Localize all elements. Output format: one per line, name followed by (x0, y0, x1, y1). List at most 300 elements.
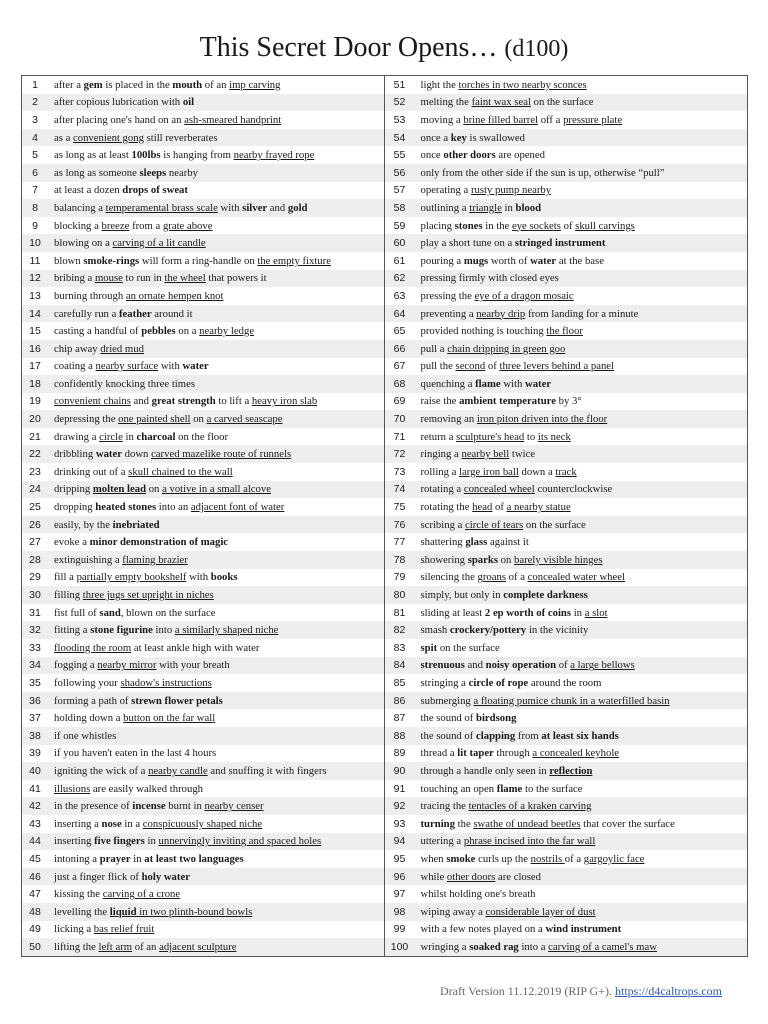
row-text-segment: once a (420, 131, 451, 144)
row-text-segment: on the floor (175, 430, 229, 443)
row-text-segment: breeze (101, 219, 130, 232)
row-text-segment: blocking a (54, 219, 102, 232)
row-text-segment: temperamental brass scale (105, 201, 218, 214)
row-text-segment: around the room (528, 676, 602, 689)
row-text-segment: stringed instrument (514, 237, 606, 250)
table-row (385, 569, 748, 587)
table-row (385, 727, 748, 745)
row-number: 41 (29, 782, 41, 795)
table-row (22, 921, 384, 939)
row-number: 32 (29, 624, 41, 637)
row-text-segment: at least ankle high with water (131, 641, 260, 654)
row-number: 66 (393, 342, 406, 355)
row-number: 96 (393, 870, 406, 883)
row-text-segment: and snuffing it with fingers (207, 764, 327, 777)
table-row (385, 146, 748, 164)
table-row (22, 76, 384, 94)
table-row (22, 199, 384, 217)
row-text-segment: in (122, 430, 137, 443)
table-row (22, 498, 384, 516)
row-number: 40 (29, 764, 41, 777)
row-number: 49 (29, 923, 41, 936)
row-text-segment: carving of a camel's maw (548, 940, 657, 953)
row-text-segment: silver (242, 201, 268, 214)
row-text-segment: imp carving (229, 78, 281, 91)
row-text (415, 167, 665, 179)
row-text-segment: if one whistles (54, 729, 117, 742)
row-number: 65 (393, 325, 406, 338)
row-number: 77 (393, 536, 406, 549)
table-row (385, 410, 748, 428)
row-text-segment: on the surface (530, 96, 594, 109)
table-row (385, 921, 748, 939)
row-text-segment: to run in (122, 272, 165, 285)
table-row (22, 393, 384, 411)
row-text-segment: sand (99, 606, 121, 619)
table-row (22, 604, 384, 622)
row-text (48, 923, 154, 935)
row-text-segment: five fingers (94, 835, 145, 848)
row-text-segment: while (420, 870, 447, 883)
row-text-segment: into a (518, 940, 549, 953)
row-number: 13 (29, 289, 41, 302)
table-row (22, 657, 384, 675)
row-number: 74 (393, 483, 406, 496)
row-text (415, 255, 604, 267)
row-text (415, 290, 574, 302)
table-row (385, 850, 748, 868)
row-text-segment: simply, but only in (420, 589, 504, 602)
row-text-segment: great strength (151, 395, 216, 408)
row-text (415, 272, 559, 284)
row-number: 8 (32, 201, 38, 214)
row-text-segment: preventing a (420, 307, 477, 320)
row-text-segment: melting the (420, 96, 472, 109)
row-text-segment: down (121, 448, 152, 461)
table-row (385, 129, 748, 147)
row-text-segment: prayer (99, 852, 131, 865)
row-text-segment: flame (496, 782, 523, 795)
row-text-segment: counterclockwise (534, 483, 613, 496)
row-text-segment: sculpture's head (456, 430, 525, 443)
table-row (22, 463, 384, 481)
row-number: 78 (393, 553, 406, 566)
row-number: 12 (29, 272, 41, 285)
row-text (48, 255, 331, 267)
row-text-segment: in the (482, 219, 512, 232)
row-number: 29 (29, 571, 41, 584)
row-text (48, 835, 321, 847)
row-text-segment: of (556, 659, 571, 672)
table-row (385, 657, 748, 675)
row-text (415, 624, 589, 636)
row-text-segment: ringing a (420, 448, 462, 461)
row-text-segment: nose (101, 817, 122, 830)
row-text-segment: convenient chains (54, 395, 131, 408)
row-text (415, 730, 619, 742)
row-text (415, 571, 626, 583)
row-text-segment: dripping (54, 483, 93, 496)
row-text-segment: one painted shell (118, 413, 191, 426)
row-text-segment: crockery/pottery (449, 624, 527, 637)
row-text-segment: nearby drip (476, 307, 526, 320)
row-text-segment: smash (420, 624, 450, 637)
row-number: 56 (393, 166, 406, 179)
table-row (22, 340, 384, 358)
row-number: 3 (32, 113, 38, 126)
row-text-segment: iron piton driven into the floor (476, 413, 608, 426)
row-number: 64 (393, 307, 406, 320)
row-number: 17 (29, 360, 41, 373)
row-text (415, 483, 613, 495)
row-number: 9 (32, 219, 38, 232)
row-text-segment: showering (420, 553, 468, 566)
row-text-segment: as long as someone (54, 166, 140, 179)
row-text (48, 659, 230, 671)
row-text-segment: lit taper (457, 747, 494, 760)
row-text-segment: bribing a (54, 272, 95, 285)
row-text-segment: tracing the (420, 800, 469, 813)
row-number: 26 (29, 518, 41, 531)
row-text (48, 747, 216, 759)
row-number: 76 (393, 518, 406, 531)
row-text (48, 466, 233, 478)
row-text-segment: eye of a dragon mosaic (474, 289, 574, 302)
row-text-segment: igniting the wick of a (54, 764, 149, 777)
row-number: 15 (29, 325, 41, 338)
footer-version: Draft Version 11.12.2019 (RIP G+). (440, 984, 615, 998)
row-text-segment: rusty pump nearby (470, 184, 552, 197)
table-row (385, 674, 748, 692)
row-text-segment: with (217, 201, 243, 214)
row-text-segment: phrase incised into the far wall (463, 835, 596, 848)
row-text-segment: twice (509, 448, 536, 461)
row-text (48, 607, 216, 619)
row-number: 36 (29, 694, 41, 707)
row-number: 67 (393, 360, 406, 373)
row-text-segment: sliding at least (420, 606, 485, 619)
row-text-segment: coating a (54, 360, 96, 373)
table-row (22, 146, 384, 164)
row-number: 97 (393, 888, 406, 901)
row-number: 30 (29, 589, 41, 602)
row-text (48, 642, 259, 654)
row-number: 44 (29, 835, 41, 848)
row-text (48, 290, 223, 302)
row-text-segment: circle of rope (468, 676, 529, 689)
table-row (22, 727, 384, 745)
row-number: 53 (393, 113, 406, 126)
row-number: 68 (393, 377, 406, 390)
row-text (415, 941, 657, 953)
row-text (48, 483, 271, 495)
row-text-segment: heated stones (95, 501, 157, 514)
row-number: 50 (29, 940, 41, 953)
row-text-segment: touching an open (420, 782, 497, 795)
row-text-segment: on (498, 553, 515, 566)
table-row (22, 621, 384, 639)
row-text-segment: gem (83, 78, 103, 91)
row-number: 81 (393, 606, 406, 619)
row-text-segment: blood (515, 201, 542, 214)
table-row (385, 234, 748, 252)
table-row (22, 745, 384, 763)
row-number: 10 (29, 237, 41, 250)
row-text-segment: fogging a (54, 659, 98, 672)
row-text-segment: in (571, 606, 585, 619)
row-text-segment: are opened (495, 149, 545, 162)
row-text-segment: the sound of (420, 729, 477, 742)
row-number: 33 (29, 641, 41, 654)
title-subtitle: (d100) (504, 36, 569, 62)
row-text-segment: inserting a (54, 817, 102, 830)
table-row (385, 182, 748, 200)
row-text-segment: nearby (166, 166, 198, 179)
row-text-segment: water (525, 377, 552, 390)
row-number: 85 (393, 676, 406, 689)
row-text (415, 695, 670, 707)
table-row (22, 375, 384, 393)
row-text-segment: gold (287, 201, 308, 214)
row-number: 14 (29, 307, 41, 320)
row-text-segment: flaming brazier (122, 553, 188, 566)
table-row (385, 322, 748, 340)
row-text-segment: is placed in the (102, 78, 173, 91)
row-text-segment: nearby mirror (97, 659, 157, 672)
row-text-segment: on (190, 413, 207, 426)
row-text-segment: pebbles (141, 325, 176, 338)
row-number: 52 (393, 96, 406, 109)
row-text (48, 413, 283, 425)
table-row (22, 569, 384, 587)
table-row (22, 94, 384, 112)
row-text (415, 818, 675, 830)
row-text-segment: nearby censer (204, 800, 264, 813)
row-text-segment: of (560, 219, 576, 232)
row-text (415, 923, 622, 935)
row-text (48, 360, 209, 372)
row-text-segment: shadow's instructions (120, 676, 212, 689)
row-text-segment: with (500, 377, 525, 390)
row-text-segment: if you haven't eaten in the last 4 hours (54, 747, 217, 760)
row-number: 62 (393, 272, 406, 285)
row-text-segment: carving of a lit candle (112, 237, 206, 250)
row-text-segment: the wheel (164, 272, 206, 285)
row-text-segment: off a (538, 113, 564, 126)
row-text (415, 607, 608, 619)
table-row (22, 270, 384, 288)
table-row (22, 639, 384, 657)
table-row (22, 674, 384, 692)
table-row (22, 164, 384, 182)
row-text-segment: faint wax seal (471, 96, 531, 109)
row-text-segment: turning (420, 817, 455, 830)
row-number: 60 (393, 237, 406, 250)
row-text-segment: removing an (420, 413, 477, 426)
row-text (48, 571, 238, 583)
row-text-segment: convenient gong (73, 131, 144, 144)
row-text-segment: return a (420, 430, 457, 443)
row-text-segment: smoke-rings (83, 254, 140, 267)
row-number: 38 (29, 729, 41, 742)
row-text (415, 325, 583, 337)
row-text-segment: and (130, 395, 152, 408)
row-text (415, 712, 517, 724)
row-text-segment: moving a (420, 113, 464, 126)
row-number: 80 (393, 589, 406, 602)
table-row (385, 745, 748, 763)
row-text (48, 783, 203, 795)
row-text-segment: flooding the room (54, 641, 132, 654)
row-text-segment: pressing the (420, 289, 475, 302)
row-text-segment: minor demonstration of magic (89, 536, 229, 549)
row-text-segment: once (420, 149, 444, 162)
row-text-segment: a floating pumice chunk in a waterfilled basin (473, 694, 670, 707)
row-text (48, 272, 267, 284)
row-text (48, 677, 212, 689)
row-text (415, 378, 552, 390)
row-text (415, 413, 608, 425)
row-text (415, 554, 603, 566)
row-text-segment: as long as at least (54, 149, 132, 162)
table-row (22, 410, 384, 428)
row-text-segment: mouth (172, 78, 203, 91)
row-text-segment: curls up the (475, 852, 531, 865)
row-text-segment: quenching a (420, 377, 476, 390)
row-text-segment: placing (420, 219, 455, 232)
row-text-segment: uttering a (420, 835, 464, 848)
row-text (48, 906, 252, 918)
row-text (48, 167, 198, 179)
row-text (48, 378, 195, 390)
footer-link[interactable]: https://d4caltrops.com (615, 984, 722, 998)
row-text (48, 308, 193, 320)
row-text-segment: from landing for a minute (525, 307, 639, 320)
table-column-left (22, 76, 385, 956)
row-text (415, 149, 545, 161)
row-text (415, 642, 500, 654)
row-text (415, 308, 639, 320)
row-text (415, 79, 587, 91)
row-text-segment: kissing the (54, 888, 103, 901)
row-text-segment: molten lead (92, 483, 147, 496)
table-row (22, 217, 384, 235)
row-text (48, 431, 228, 443)
row-text (415, 589, 588, 601)
row-number: 72 (393, 448, 406, 461)
table-row (385, 833, 748, 851)
row-text-segment: carefully run a (54, 307, 119, 320)
table-row (22, 903, 384, 921)
row-text-segment: drops of sweat (122, 184, 188, 197)
table-row (385, 375, 748, 393)
row-number: 27 (29, 536, 41, 549)
row-text-segment: water (530, 254, 557, 267)
row-text-segment: fill a (54, 571, 77, 584)
row-number: 22 (29, 448, 41, 461)
row-text-segment: brine filled barrel (463, 113, 539, 126)
row-text-segment: still reverberates (143, 131, 218, 144)
row-text-segment: thread a (420, 747, 458, 760)
row-number: 4 (32, 131, 38, 144)
row-text (415, 536, 529, 548)
row-text (48, 712, 215, 724)
row-text-segment: 2 ep worth of coins (484, 606, 572, 619)
row-text-segment: around it (151, 307, 193, 320)
row-number: 48 (29, 905, 41, 918)
row-text-segment: following your (54, 676, 121, 689)
row-number: 45 (29, 852, 41, 865)
row-text-segment: to lift a (215, 395, 252, 408)
table-row (22, 129, 384, 147)
row-text-segment: of (492, 501, 507, 514)
row-number: 70 (393, 413, 406, 426)
row-text-segment: its neck (537, 430, 571, 443)
row-text-segment: at least a dozen (54, 184, 123, 197)
row-text-segment: noisy operation (485, 659, 557, 672)
row-text-segment: forming a path of (54, 694, 132, 707)
row-text-segment: glass (465, 536, 488, 549)
row-text-segment: scribing a (420, 518, 466, 531)
row-number: 71 (393, 430, 406, 443)
row-text-segment: ambient temperature (459, 395, 556, 408)
row-text-segment: pull a (420, 342, 448, 355)
table-row (22, 358, 384, 376)
row-text-segment: pressure plate (563, 113, 623, 126)
table-row (22, 428, 384, 446)
row-text (415, 431, 571, 443)
row-text (415, 659, 635, 671)
row-text (48, 202, 308, 214)
row-number: 19 (29, 395, 41, 408)
row-text-segment: shattering (420, 536, 466, 549)
row-number: 83 (393, 641, 406, 654)
table-row (385, 533, 748, 551)
row-text (415, 906, 596, 918)
row-number: 18 (29, 377, 41, 390)
row-text (415, 519, 586, 531)
row-text (415, 132, 525, 144)
row-text (415, 783, 583, 795)
row-text-segment: pull the (420, 360, 456, 373)
row-text-segment: stringing a (420, 676, 469, 689)
row-text-segment: of an (132, 940, 160, 953)
row-text-segment: on the surface (523, 518, 586, 531)
row-text-segment: a nearby statue (506, 501, 571, 514)
row-text-segment: sparks (467, 553, 498, 566)
row-text-segment: into an (156, 501, 191, 514)
row-text-segment: groans (477, 571, 506, 584)
row-text-segment: holy water (141, 870, 190, 883)
row-number: 92 (393, 800, 406, 813)
row-text-segment: birdsong (476, 712, 517, 725)
row-text-segment: by 3° (555, 395, 582, 408)
row-text-segment: other doors (446, 870, 496, 883)
row-number: 58 (393, 201, 406, 214)
row-number: 51 (393, 78, 406, 91)
table-row (385, 797, 748, 815)
row-text (415, 765, 593, 777)
row-text-segment: a concealed keyhole (532, 747, 620, 760)
row-text-segment: incense (132, 800, 166, 813)
row-text-segment: with a few notes played on a (420, 923, 546, 936)
row-text-segment: of (485, 360, 500, 373)
row-text-segment: stones (454, 219, 483, 232)
row-number: 31 (29, 606, 41, 619)
row-text-segment: carving of a crone (102, 888, 181, 901)
row-text (415, 466, 577, 478)
row-number: 37 (29, 712, 41, 725)
